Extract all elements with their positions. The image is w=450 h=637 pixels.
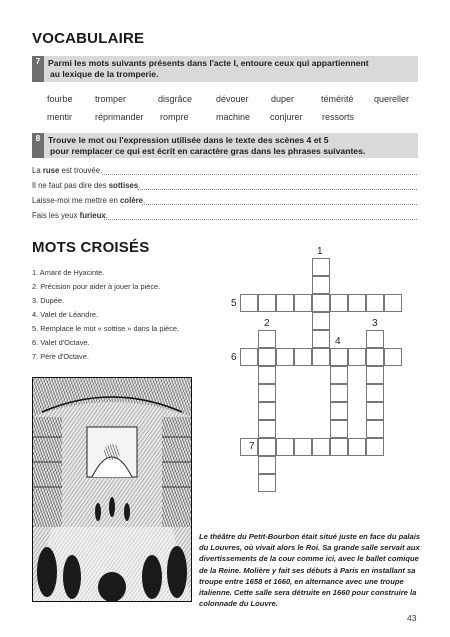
sentence-3: Laisse-moi me mettre en colère.: [32, 196, 146, 205]
answer-line-2[interactable]: [137, 189, 417, 190]
page-number: 43: [407, 613, 417, 623]
grid-number-6: 6: [231, 352, 237, 363]
grid-number-4: 4: [335, 336, 341, 347]
question-7-box: [32, 56, 418, 82]
crossword-cell[interactable]: [240, 294, 258, 312]
clue-6: 6. Valet d'Octave.: [32, 338, 90, 347]
question-8-text: [48, 135, 414, 157]
crossword-cell[interactable]: [312, 276, 330, 294]
crossword-cell[interactable]: [276, 294, 294, 312]
crossword-cell[interactable]: [240, 348, 258, 366]
word-item[interactable]: rompre: [160, 112, 189, 122]
crossword-cell[interactable]: [258, 438, 276, 456]
crossword-cell[interactable]: [258, 474, 276, 492]
grid-number-5: 5: [231, 298, 237, 309]
crossword-cell[interactable]: [258, 384, 276, 402]
word-item[interactable]: conjurer: [270, 112, 303, 122]
crossword-title: MOTS CROISÉS: [32, 239, 150, 256]
crossword-cell[interactable]: [384, 348, 402, 366]
crossword-cell[interactable]: [366, 420, 384, 438]
crossword-cell[interactable]: [366, 366, 384, 384]
crossword-cell[interactable]: [366, 348, 384, 366]
engraving-theatre-icon: [32, 377, 192, 602]
crossword-cell[interactable]: [312, 348, 330, 366]
crossword-cell[interactable]: [294, 294, 312, 312]
word-item[interactable]: disgrâce: [158, 94, 193, 104]
crossword-cell[interactable]: [366, 402, 384, 420]
crossword-cell[interactable]: [276, 438, 294, 456]
answer-line-1[interactable]: [102, 174, 417, 175]
crossword-cell[interactable]: [330, 366, 348, 384]
word-item[interactable]: tromper: [95, 94, 127, 104]
crossword-cell[interactable]: [384, 294, 402, 312]
crossword-cell[interactable]: [258, 348, 276, 366]
grid-number-2: 2: [264, 318, 270, 329]
word-item[interactable]: fourbe: [47, 94, 73, 104]
clue-1: 1. Amant de Hyacinte.: [32, 268, 105, 277]
question-8-line2: pour remplacer ce qui est écrit en caractère gras dans les phrases suivantes.: [50, 146, 366, 156]
answer-line-4[interactable]: [104, 219, 417, 220]
word-item[interactable]: machine: [216, 112, 251, 122]
question-7-line1: Parmi les mots suivants présents dans l'acte I, entoure ceux qui appartiennent: [48, 58, 369, 68]
crossword-cell[interactable]: [330, 384, 348, 402]
engraving-theatre-image: [32, 377, 192, 602]
crossword-cell[interactable]: [294, 438, 312, 456]
crossword-cell[interactable]: [366, 384, 384, 402]
image-caption: Le théâtre du Petit-Bourbon était situé juste en face du palais du Louvres, où vivait alors le Roi. Sa grande salle servait aux divertissements de la cour comme ici, avec le ballet comique de la Reine. Molière y fait ses débuts à Paris en installant sa troupe entre 1658 et 1660, en alternance avec une troupe italienne. Cette salle sera détruite en 1660 pour construire la colonnade du Louvre.: [199, 532, 421, 609]
question-7-number: 7: [32, 56, 44, 82]
word-item[interactable]: quereller: [374, 94, 410, 104]
question-7-line2: au lexique de la tromperie.: [50, 69, 159, 79]
question-8-line1: Trouve le mot ou l'expression utilisée dans le texte des scènes 4 et 5: [48, 135, 329, 145]
word-item[interactable]: témérité: [321, 94, 354, 104]
clue-2: 2. Précision pour aider à jouer la pièce.: [32, 282, 161, 291]
crossword-cell[interactable]: [294, 348, 312, 366]
grid-number-1: 1: [317, 246, 323, 257]
crossword-cell[interactable]: [348, 348, 366, 366]
crossword-cell[interactable]: [276, 348, 294, 366]
crossword-cell[interactable]: [258, 330, 276, 348]
grid-number-3: 3: [372, 318, 378, 329]
grid-number-7: 7: [249, 441, 255, 452]
sentence-1: La ruse est trouvée.: [32, 166, 103, 175]
crossword-cell[interactable]: [366, 438, 384, 456]
crossword-cell[interactable]: [258, 294, 276, 312]
crossword-cell[interactable]: [330, 294, 348, 312]
crossword-cell[interactable]: [312, 330, 330, 348]
clue-4: 4. Valet de Léandre.: [32, 310, 99, 319]
question-8-number: 8: [32, 133, 44, 158]
crossword-cell[interactable]: [348, 438, 366, 456]
clue-7: 7. Père d'Octave.: [32, 352, 89, 361]
crossword-cell[interactable]: [258, 420, 276, 438]
answer-line-3[interactable]: [142, 204, 417, 205]
sentence-2: Il ne faut pas dire des sottises.: [32, 181, 141, 190]
sentence-4: Fais les yeux furieux.: [32, 211, 108, 220]
crossword-cell[interactable]: [330, 438, 348, 456]
word-item[interactable]: ressorts: [322, 112, 355, 122]
crossword-cell[interactable]: [348, 294, 366, 312]
crossword-cell[interactable]: [258, 366, 276, 384]
crossword-cell[interactable]: [330, 348, 348, 366]
word-item[interactable]: dévouer: [216, 94, 249, 104]
crossword-cell[interactable]: [258, 456, 276, 474]
crossword-cell[interactable]: [312, 294, 330, 312]
crossword-cell[interactable]: [258, 402, 276, 420]
crossword-cell[interactable]: [330, 402, 348, 420]
crossword-cell[interactable]: [312, 312, 330, 330]
crossword-cell[interactable]: [366, 330, 384, 348]
word-item[interactable]: duper: [271, 94, 295, 104]
crossword-cell[interactable]: [312, 258, 330, 276]
vocab-title: VOCABULAIRE: [32, 30, 145, 47]
crossword-cell[interactable]: [330, 420, 348, 438]
word-item[interactable]: mentir: [47, 112, 73, 122]
question-8-box: [32, 133, 418, 158]
crossword-cell[interactable]: [312, 438, 330, 456]
crossword-cell[interactable]: [366, 294, 384, 312]
clue-5: 5. Remplace le mot « sottise » dans la pièce.: [32, 324, 180, 333]
clue-3: 3. Dupée.: [32, 296, 65, 305]
word-item[interactable]: réprimander: [95, 112, 144, 122]
question-7-text: [48, 58, 414, 80]
